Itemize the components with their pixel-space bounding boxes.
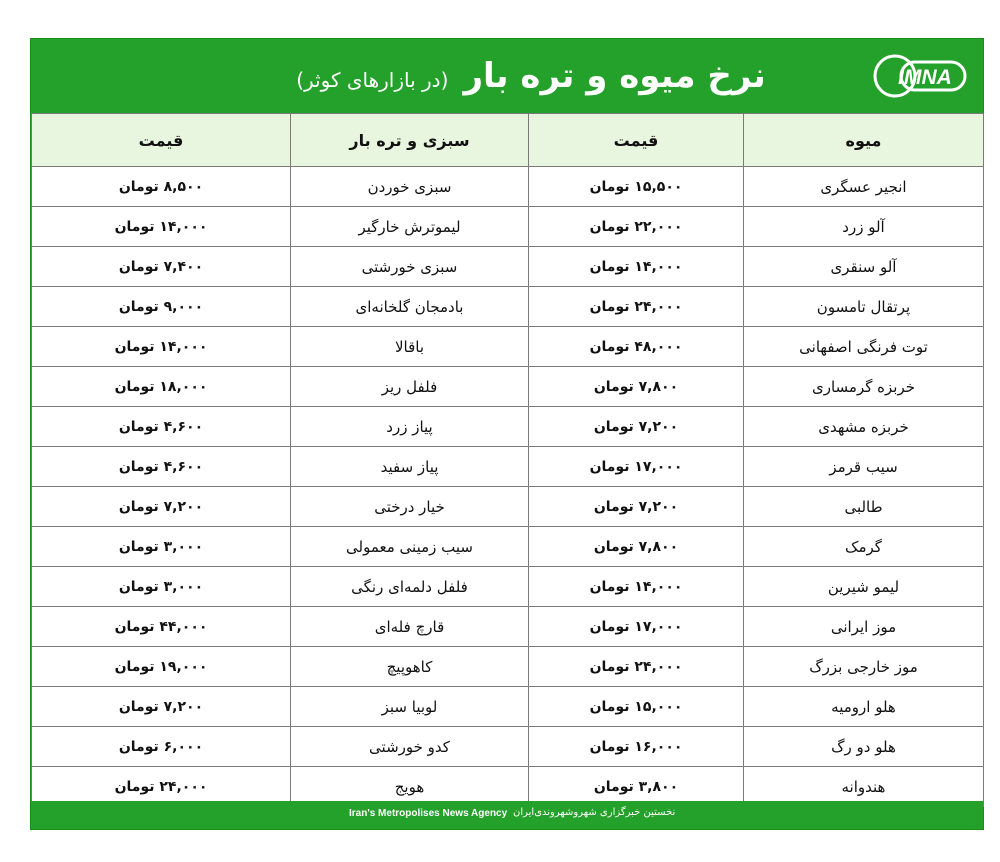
veg-name-cell: کاهوپیچ <box>291 647 529 687</box>
table-row <box>32 647 984 687</box>
veg-price-cell: ۸,۵۰۰ تومان <box>32 167 291 207</box>
veg-name-cell: قارچ فله‌ای <box>291 607 529 647</box>
column-header-veg-price: قیمت <box>32 114 291 167</box>
fruit-name-cell: پرتقال تامسون <box>744 287 984 327</box>
fruit-price-cell: ۳,۸۰۰ تومان <box>529 767 744 807</box>
logo-text: IMNA <box>898 66 952 89</box>
title-main: نرخ میوه و تره بار <box>463 56 766 96</box>
veg-name-cell: هویج <box>291 767 529 807</box>
veg-price-cell: ۷,۴۰۰ تومان <box>32 247 291 287</box>
veg-name-cell: فلفل دلمه‌ای رنگی <box>291 567 529 607</box>
fruit-name-cell: هندوانه <box>744 767 984 807</box>
veg-price-cell: ۷,۲۰۰ تومان <box>32 687 291 727</box>
footer-agency-english: Iran's Metropolises News Agency <box>349 808 508 819</box>
table-row <box>32 607 984 647</box>
veg-name-cell: سبزی خوردن <box>291 167 529 207</box>
fruit-price-cell: ۷,۸۰۰ تومان <box>529 527 744 567</box>
imna-logo <box>873 53 969 99</box>
fruit-price-cell: ۲۴,۰۰۰ تومان <box>529 287 744 327</box>
veg-price-cell: ۱۸,۰۰۰ تومان <box>32 367 291 407</box>
fruit-name-cell: هلو دو رگ <box>744 727 984 767</box>
veg-name-cell: پیاز سفید <box>291 447 529 487</box>
footer-agency-persian: نخستین خبرگزاری شهروشهروندی‌ایران <box>513 807 676 818</box>
veg-price-cell: ۱۴,۰۰۰ تومان <box>32 207 291 247</box>
fruit-name-cell: موز خارجی بزرگ <box>744 647 984 687</box>
table-row <box>32 687 984 727</box>
fruit-name-cell: توت فرنگی اصفهانی <box>744 327 984 367</box>
fruit-name-cell: سیب قرمز <box>744 447 984 487</box>
veg-price-cell: ۲۴,۰۰۰ تومان <box>32 767 291 807</box>
veg-price-cell: ۳,۰۰۰ تومان <box>32 567 291 607</box>
veg-price-cell: ۱۴,۰۰۰ تومان <box>32 327 291 367</box>
veg-price-cell: ۴,۶۰۰ تومان <box>32 447 291 487</box>
veg-name-cell: لیموترش خارگیر <box>291 207 529 247</box>
fruit-price-cell: ۱۵,۰۰۰ تومان <box>529 687 744 727</box>
fruit-name-cell: طالبی <box>744 487 984 527</box>
table-row <box>32 207 984 247</box>
fruit-price-cell: ۲۲,۰۰۰ تومان <box>529 207 744 247</box>
fruit-name-cell: گرمک <box>744 527 984 567</box>
veg-price-cell: ۴۴,۰۰۰ تومان <box>32 607 291 647</box>
fruit-name-cell: لیمو شیرین <box>744 567 984 607</box>
fruit-name-cell: آلو سنقری <box>744 247 984 287</box>
table-row <box>32 167 984 207</box>
table-row <box>32 407 984 447</box>
veg-name-cell: بادمجان گلخانه‌ای <box>291 287 529 327</box>
fruit-price-cell: ۷,۲۰۰ تومان <box>529 407 744 447</box>
fruit-price-cell: ۴۸,۰۰۰ تومان <box>529 327 744 367</box>
table-row <box>32 727 984 767</box>
veg-price-cell: ۱۹,۰۰۰ تومان <box>32 647 291 687</box>
table-row <box>32 247 984 287</box>
veg-name-cell: پیاز زرد <box>291 407 529 447</box>
fruit-name-cell: خربزه گرمساری <box>744 367 984 407</box>
fruit-price-cell: ۷,۸۰۰ تومان <box>529 367 744 407</box>
page-title <box>261 51 801 101</box>
fruit-price-cell: ۱۴,۰۰۰ تومان <box>529 567 744 607</box>
veg-price-cell: ۷,۲۰۰ تومان <box>32 487 291 527</box>
veg-name-cell: لوبیا سبز <box>291 687 529 727</box>
fruit-price-cell: ۲۴,۰۰۰ تومان <box>529 647 744 687</box>
veg-name-cell: فلفل ریز <box>291 367 529 407</box>
veg-name-cell: باقالا <box>291 327 529 367</box>
title-subtitle: (در بازارهای کوثر) <box>296 68 449 92</box>
fruit-price-cell: ۱۷,۰۰۰ تومان <box>529 607 744 647</box>
header-banner <box>31 39 983 113</box>
veg-price-cell: ۶,۰۰۰ تومان <box>32 727 291 767</box>
fruit-price-cell: ۱۵,۵۰۰ تومان <box>529 167 744 207</box>
table-row <box>32 567 984 607</box>
fruit-name-cell: انجیر عسگری <box>744 167 984 207</box>
price-sheet <box>30 38 984 830</box>
column-header-fruit-price: قیمت <box>529 114 744 167</box>
veg-price-cell: ۴,۶۰۰ تومان <box>32 407 291 447</box>
fruit-name-cell: خربزه مشهدی <box>744 407 984 447</box>
veg-price-cell: ۹,۰۰۰ تومان <box>32 287 291 327</box>
table-row <box>32 327 984 367</box>
fruit-price-cell: ۱۶,۰۰۰ تومان <box>529 727 744 767</box>
fruit-name-cell: هلو ارومیه <box>744 687 984 727</box>
table-header-row <box>32 114 984 167</box>
veg-name-cell: سیب زمینی معمولی <box>291 527 529 567</box>
veg-name-cell: سبزی خورشتی <box>291 247 529 287</box>
table-row <box>32 527 984 567</box>
footer-bar <box>31 801 983 829</box>
veg-price-cell: ۳,۰۰۰ تومان <box>32 527 291 567</box>
column-header-veg: سبزی و تره بار <box>291 114 529 167</box>
fruit-price-cell: ۷,۲۰۰ تومان <box>529 487 744 527</box>
veg-name-cell: خیار درختی <box>291 487 529 527</box>
table-row <box>32 447 984 487</box>
table-row <box>32 367 984 407</box>
veg-name-cell: کدو خورشتی <box>291 727 529 767</box>
fruit-price-cell: ۱۷,۰۰۰ تومان <box>529 447 744 487</box>
fruit-name-cell: آلو زرد <box>744 207 984 247</box>
table-row <box>32 487 984 527</box>
column-header-fruit: میوه <box>744 114 984 167</box>
fruit-price-cell: ۱۴,۰۰۰ تومان <box>529 247 744 287</box>
fruit-name-cell: موز ایرانی <box>744 607 984 647</box>
table-row <box>32 287 984 327</box>
price-table <box>31 113 984 807</box>
